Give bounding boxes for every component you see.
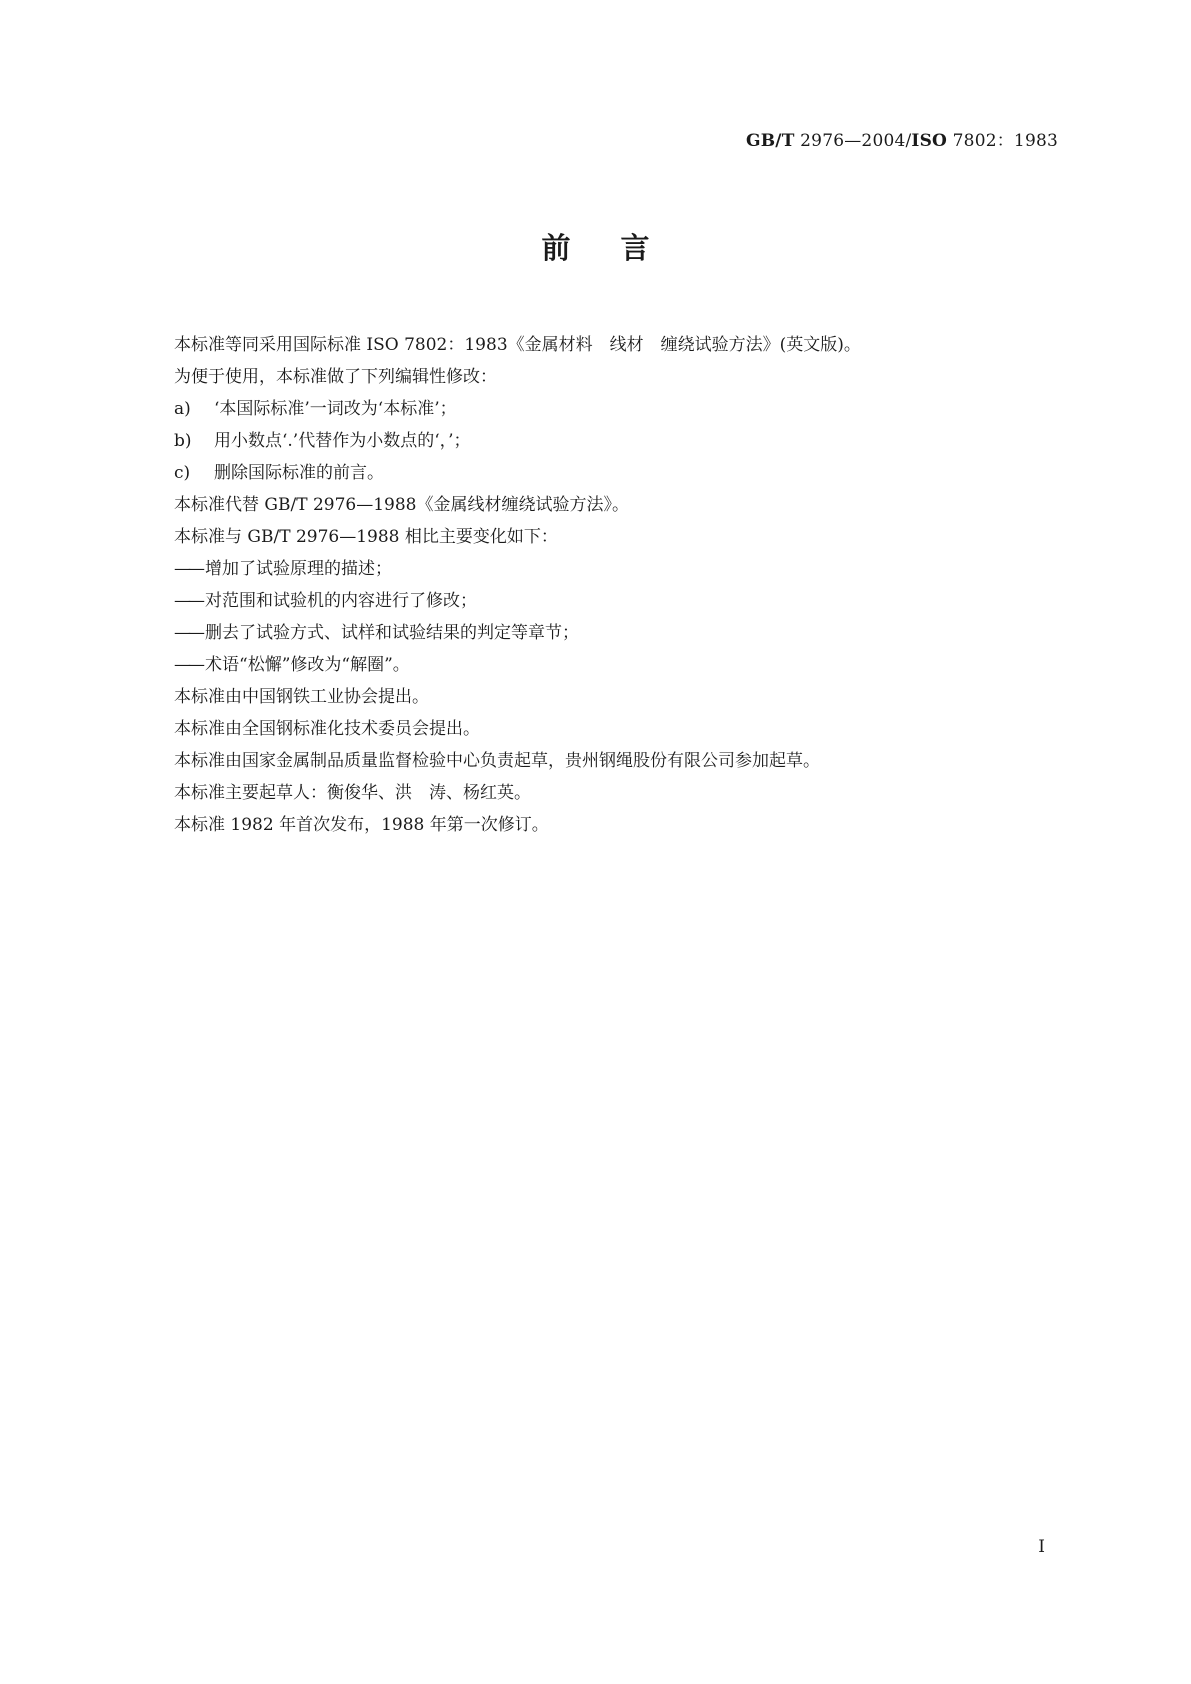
dash-list-item	[174, 585, 1064, 617]
standard-code-number: 2976—2004/	[794, 131, 912, 151]
iso-code-prefix: ISO	[911, 131, 948, 151]
list-item-text: 删去了试验方式、试样和试验结果的判定等章节；	[205, 623, 579, 643]
list-item	[174, 457, 1064, 489]
standard-code-prefix: GB/T	[746, 131, 795, 151]
paragraph	[174, 361, 1064, 393]
paragraph	[174, 745, 1064, 777]
paragraph	[174, 681, 1064, 713]
list-item-text: 术语“松懈”修改为“解圈”。	[205, 655, 410, 675]
paragraph	[174, 521, 1064, 553]
list-item-marker: b)	[174, 431, 192, 451]
foreword-body	[174, 329, 1064, 841]
dash-marker: ——	[174, 559, 202, 579]
paragraph-text: 本标准由国家金属制品质量监督检验中心负责起草，贵州钢绳股份有限公司参加起草。	[174, 751, 820, 771]
dash-marker: ——	[174, 623, 202, 643]
paragraph-text: 本标准由全国钢标准化技术委员会提出。	[174, 719, 480, 739]
list-item-marker: a)	[174, 399, 191, 419]
page-number: I	[1038, 1537, 1045, 1557]
standard-number-header	[746, 126, 1058, 151]
page-title: 前言	[541, 231, 700, 265]
list-item-text: 删除国际标准的前言。	[214, 463, 384, 483]
dash-marker: ——	[174, 655, 202, 675]
list-item-text: 增加了试验原理的描述；	[205, 559, 392, 579]
list-item-text: ‘本国际标准’一词改为‘本标准’；	[214, 399, 457, 419]
dash-list-item	[174, 553, 1064, 585]
paragraph-text: 本标准代替 GB/T 2976—1988《金属线材缠绕试验方法》。	[174, 495, 629, 515]
list-item-text: 用小数点‘.’代替作为小数点的‘，’；	[214, 431, 471, 451]
paragraph-text: 本标准与 GB/T 2976—1988 相比主要变化如下：	[174, 527, 558, 547]
paragraph-text: 为便于使用，本标准做了下列编辑性修改：	[174, 367, 497, 387]
list-item	[174, 425, 1064, 457]
paragraph	[174, 777, 1064, 809]
paragraph	[174, 713, 1064, 745]
paragraph-text: 本标准 1982 年首次发布，1988 年第一次修订。	[174, 815, 549, 835]
dash-marker: ——	[174, 591, 202, 611]
list-item-marker: c)	[174, 463, 191, 483]
paragraph	[174, 489, 1064, 521]
list-item	[174, 393, 1064, 425]
dash-list-item	[174, 649, 1064, 681]
paragraph	[174, 329, 1064, 361]
iso-code-number: 7802：1983	[947, 131, 1058, 151]
paragraph	[174, 809, 1064, 841]
paragraph-text: 本标准主要起草人：衡俊华、洪 涛、杨红英。	[174, 783, 531, 803]
list-item-text: 对范围和试验机的内容进行了修改；	[205, 591, 477, 611]
dash-list-item	[174, 617, 1064, 649]
paragraph-text: 本标准等同采用国际标准 ISO 7802：1983《金属材料 线材 缠绕试验方法》(英文版)。	[174, 335, 861, 355]
paragraph-text: 本标准由中国钢铁工业协会提出。	[174, 687, 429, 707]
